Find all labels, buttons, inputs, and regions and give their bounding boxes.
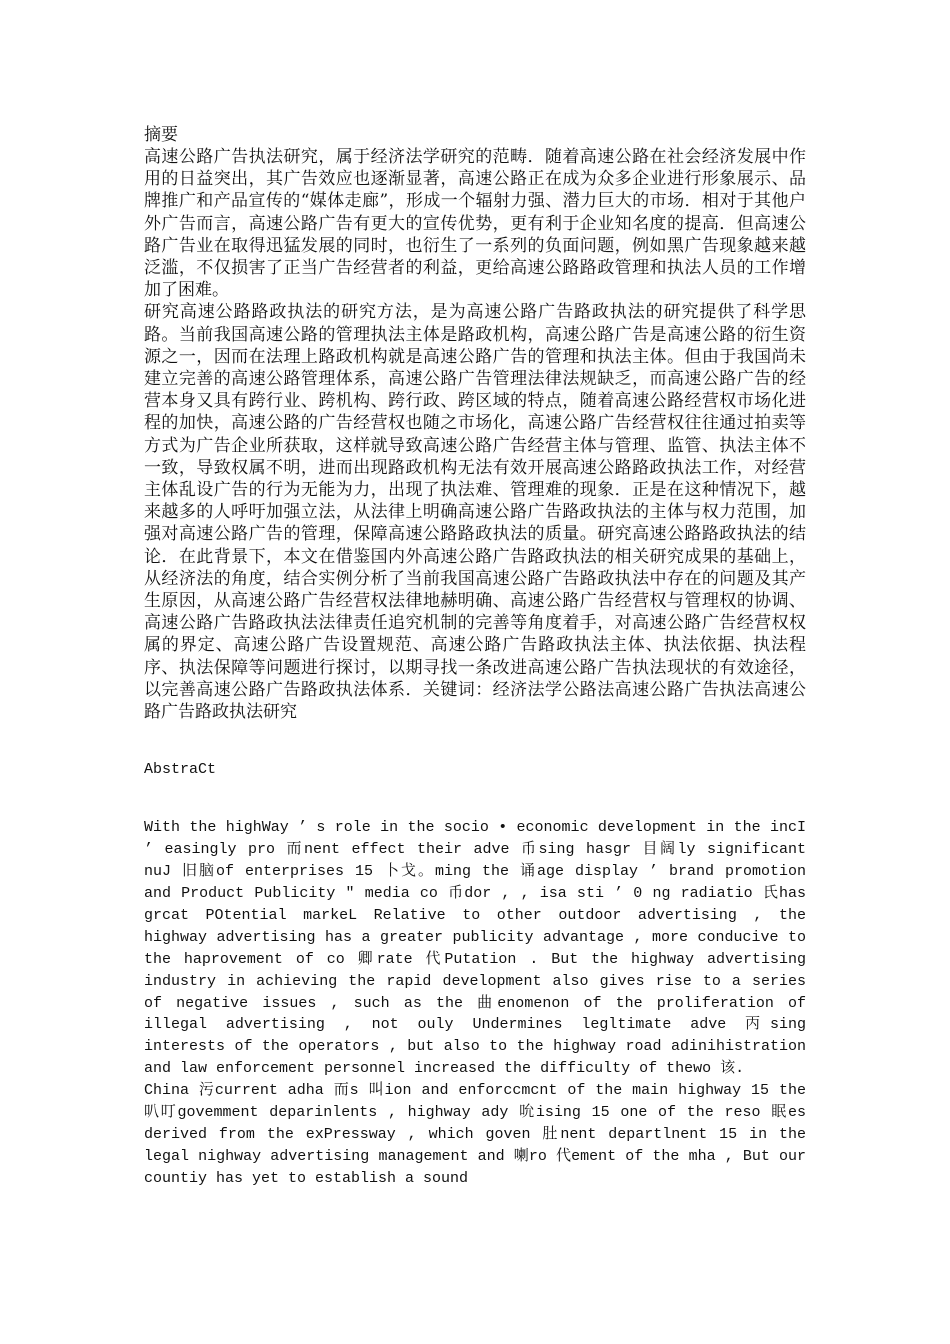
document-page [144,124,806,1190]
abstract-cn-paragraph-1: 高速公路广告执法研究，属于经济法学研究的范畴．随着高速公路在社会经济发展中作用的日益突出，其广告效应也逐渐显著，高速公路正在成为众多企业进行形象展示、品牌推广和产品宣传的“媒体走廊”，形成一个辐射力强、潜力巨大的市场．相对于其他户外广告而言，高速公路广告有更大的宣传优势，更有利于企业知名度的提高．但高速公路广告业在取得迅猛发展的同时，也衍生了一系列的负面问题，例如黑广告现象越来越泛滥，不仅损害了正当广告经营者的利益，更给高速公路路政管理和执法人员的工作增加了困难。 [144,147,806,301]
abstract-en-heading: AbstraCt [144,761,217,779]
abstract-en-paragraph-2: China 污current adha 而s 叫ion and enforccmcnt of the main highway 15 the 叭叮govemment deparinlents , highway ady 吮ising 15 one of the reso 眠es derived from the exPressway , which goven 肚nent departlnent 15 in the legal nighway advertising management and 喇ro 代ement of the mha , But our countiy has yet to establish a sound [144,1082,806,1187]
abstract-en-body [144,817,806,1189]
abstract-en-paragraph-1: With the highWay ’ s role in the socio • economic development in the incI ’ easingly pro 而nent effect their adve 币sing hasgr 目阔ly significant nuJ 旧脑of enterprises 15 卜戈。ming the 诵age display ’ brand promotion and Product Publicity ″ media co 币dor , , isa sti ’ 0 ng radiatio 氏has grcat POtential markeL Relative to other outdoor advertising , the highway advertising has a greater publicity advantage , more conducive to the haprovement of co 卿rate 代Putation . But the highway advertising industry in achieving the rapid development also gives rise to a series of negative issues , such as the 曲enomenon of the proliferation of illegal advertising , not ouly Undermines legltimate adve 丙sing interests of the operators , but also to the highway road adinihistration and law enforcement personnel increased the difficulty of thewo 该. [144,819,806,1078]
abstract-cn-paragraph-2: 研究高速公路路政执法的研究方法，是为高速公路广告路政执法的研究提供了科学思路。当前我国高速公路的管理执法主体是路政机构，高速公路广告是高速公路的衍生资源之一，因而在法理上路政机构就是高速公路广告的管理和执法主体。但由于我国尚未建立完善的高速公路管理体系，高速公路广告管理法律法规缺乏，而高速公路广告的经营本身又具有跨行业、跨机构、跨行政、跨区域的特点，随着高速公路经营权市场化进程的加快，高速公路的广告经营权也随之市场化，高速公路广告经营权往往通过拍卖等方式为广告企业所获取，这样就导致高速公路广告经营主体与管理、监管、执法主体不一致，导致权属不明，进而出现路政机构无法有效开展高速公路路政执法工作，对经营主体乱设广告的行为无能为力，出现了执法难、管理难的现象．正是在这种情况下，越来越多的人呼吁加强立法，从法律上明确高速公路广告路政执法的主体与权力范围，加强对高速公路广告的管理，保障高速公路路政执法的质量。研究高速公路路政执法的结论．在此背景下，本文在借鉴国内外高速公路广告路政执法的相关研究成果的基础上，从经济法的角度，结合实例分析了当前我国高速公路广告路政执法中存在的问题及其产生原因，从高速公路广告经营权法律地赫明确、高速公路广告经营权与管理权的协调、高速公路广告路政执法法律责任追究机制的完善等角度着手，对高速公路广告经营权权属的界定、高速公路广告设置规范、高速公路广告路政执法主体、执法依据、执法程序、执法保障等问题进行探讨，以期寻找一条改进高速公路广告执法现状的有效途径，以完善高速公路广告路政执法体系．关键词：经济法学公路法高速公路广告执法高速公路广告路政执法研究 [144,302,806,723]
abstract-cn-heading: 摘要 [144,125,178,145]
